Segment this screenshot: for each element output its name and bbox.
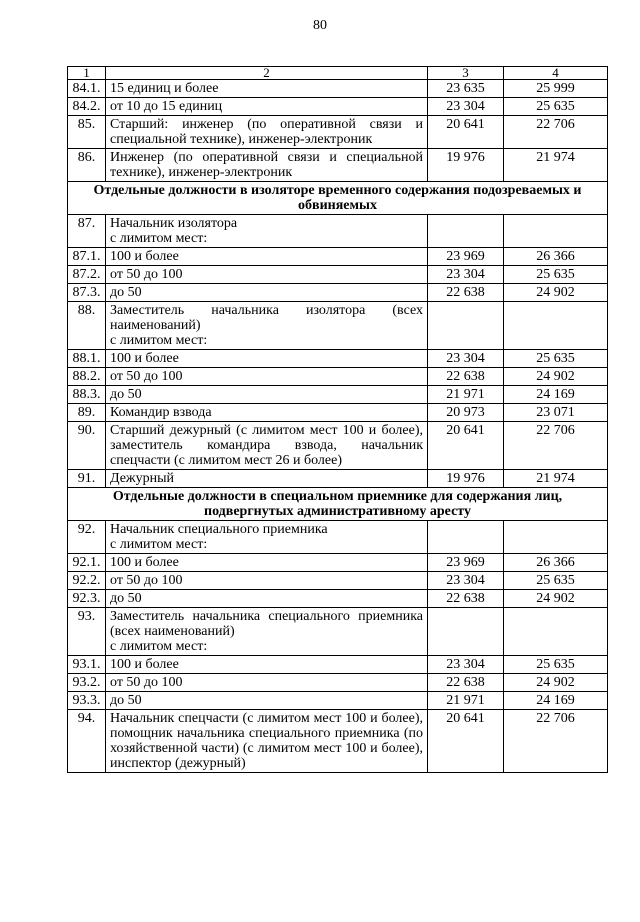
table-row xyxy=(68,284,608,302)
page-number: 80 xyxy=(313,18,327,33)
salary-value-col3: 23 635 xyxy=(428,80,504,98)
position-title-line: 15 единиц и более xyxy=(110,81,219,96)
salary-value-col4: 24 902 xyxy=(504,284,608,302)
position-title xyxy=(106,302,428,350)
salary-value-col4 xyxy=(504,608,608,656)
salary-value-col4: 25 635 xyxy=(504,98,608,116)
row-number: 93. xyxy=(68,608,106,656)
salary-value-col3: 23 304 xyxy=(428,98,504,116)
position-title-line: до 50 xyxy=(110,387,142,402)
salary-value-col3: 19 976 xyxy=(428,470,504,488)
table-row xyxy=(68,470,608,488)
salary-value-col3 xyxy=(428,302,504,350)
salary-value-col3: 23 304 xyxy=(428,572,504,590)
row-number: 88.1. xyxy=(68,350,106,368)
header-col-2: 2 xyxy=(106,67,428,80)
salary-value-col4: 22 706 xyxy=(504,422,608,470)
position-title-line: до 50 xyxy=(110,591,142,606)
row-number: 92. xyxy=(68,521,106,554)
row-number: 94. xyxy=(68,710,106,773)
header-col-1: 1 xyxy=(68,67,106,80)
position-title xyxy=(106,98,428,116)
table-row xyxy=(68,422,608,470)
position-title-line: до 50 xyxy=(110,285,142,300)
table-row xyxy=(68,215,608,248)
table-row xyxy=(68,590,608,608)
salary-value-col4 xyxy=(504,302,608,350)
table-row xyxy=(68,386,608,404)
position-title xyxy=(106,368,428,386)
salary-value-col4: 22 706 xyxy=(504,116,608,149)
salary-value-col3: 23 304 xyxy=(428,350,504,368)
salary-value-col4: 25 635 xyxy=(504,266,608,284)
position-title-line: с лимитом мест: xyxy=(110,333,208,348)
position-title xyxy=(106,656,428,674)
row-number: 88.3. xyxy=(68,386,106,404)
salary-value-col3: 22 638 xyxy=(428,590,504,608)
table-header-row xyxy=(68,67,608,80)
salary-value-col4: 26 366 xyxy=(504,248,608,266)
position-title xyxy=(106,554,428,572)
row-number: 93.1. xyxy=(68,656,106,674)
position-title-line: от 10 до 15 единиц xyxy=(110,99,223,114)
position-title xyxy=(106,608,428,656)
table-row xyxy=(68,368,608,386)
salary-value-col3: 20 641 xyxy=(428,116,504,149)
salary-value-col4: 24 902 xyxy=(504,590,608,608)
salary-value-col4: 25 635 xyxy=(504,656,608,674)
table-row xyxy=(68,656,608,674)
table-row xyxy=(68,692,608,710)
position-title xyxy=(106,710,428,773)
row-number: 87. xyxy=(68,215,106,248)
salary-value-col3: 21 971 xyxy=(428,692,504,710)
row-number: 93.2. xyxy=(68,674,106,692)
position-title-line: Заместитель начальника специального приемника (всех наименований) xyxy=(110,609,423,639)
salary-value-col3 xyxy=(428,521,504,554)
salary-value-col4: 22 706 xyxy=(504,710,608,773)
salary-value-col4: 25 999 xyxy=(504,80,608,98)
salary-value-col3: 21 971 xyxy=(428,386,504,404)
row-number: 88.2. xyxy=(68,368,106,386)
table-row xyxy=(68,554,608,572)
position-title xyxy=(106,386,428,404)
table-body xyxy=(68,67,608,773)
position-title-line: Дежурный xyxy=(110,471,174,486)
table-row xyxy=(68,521,608,554)
row-number: 85. xyxy=(68,116,106,149)
position-title-line: с лимитом мест: xyxy=(110,537,208,552)
salary-value-col4: 25 635 xyxy=(504,350,608,368)
row-number: 89. xyxy=(68,404,106,422)
table-row xyxy=(68,149,608,182)
position-title-line: Начальник специального приемника xyxy=(110,522,328,537)
table-row xyxy=(68,80,608,98)
position-title xyxy=(106,692,428,710)
table-row xyxy=(68,572,608,590)
row-number: 92.1. xyxy=(68,554,106,572)
salary-value-col4 xyxy=(504,521,608,554)
salary-value-col3: 20 973 xyxy=(428,404,504,422)
position-title xyxy=(106,674,428,692)
row-number: 86. xyxy=(68,149,106,182)
position-title-line: Начальник спецчасти (с лимитом мест 100 и более), помощник начальника специального приемника (по хозяйственной части) (с лимитом мест 100 и более), инспектор (дежурный) xyxy=(110,711,423,771)
position-title-line: 100 и более xyxy=(110,351,179,366)
header-col-4: 4 xyxy=(504,67,608,80)
position-title xyxy=(106,80,428,98)
position-title-line: с лимитом мест: xyxy=(110,231,208,246)
position-title-line: 100 и более xyxy=(110,555,179,570)
salary-value-col4: 24 169 xyxy=(504,386,608,404)
position-title-line: Начальник изолятора xyxy=(110,216,238,231)
salary-value-col3: 20 641 xyxy=(428,422,504,470)
position-title xyxy=(106,266,428,284)
table-row xyxy=(68,710,608,773)
position-title xyxy=(106,215,428,248)
header-col-3: 3 xyxy=(428,67,504,80)
row-number: 92.3. xyxy=(68,590,106,608)
table-row xyxy=(68,248,608,266)
section-heading: Отдельные должности в изоляторе временного содержания подозреваемых и обвиняемых xyxy=(68,182,608,215)
salary-value-col4: 24 169 xyxy=(504,692,608,710)
salary-value-col3: 23 304 xyxy=(428,656,504,674)
position-title xyxy=(106,470,428,488)
position-title xyxy=(106,350,428,368)
position-title xyxy=(106,590,428,608)
salary-table xyxy=(67,66,608,773)
salary-value-col4: 21 974 xyxy=(504,149,608,182)
table-row xyxy=(68,350,608,368)
position-title-line: от 50 до 100 xyxy=(110,675,183,690)
table-row xyxy=(68,98,608,116)
row-number: 84.1. xyxy=(68,80,106,98)
row-number: 88. xyxy=(68,302,106,350)
salary-value-col4: 26 366 xyxy=(504,554,608,572)
position-title xyxy=(106,422,428,470)
position-title xyxy=(106,149,428,182)
salary-value-col4: 24 902 xyxy=(504,368,608,386)
salary-value-col3: 23 969 xyxy=(428,248,504,266)
position-title-line: до 50 xyxy=(110,693,142,708)
table-row xyxy=(68,674,608,692)
position-title xyxy=(106,248,428,266)
salary-value-col4: 24 902 xyxy=(504,674,608,692)
salary-value-col4: 21 974 xyxy=(504,470,608,488)
position-title xyxy=(106,116,428,149)
position-title-line: с лимитом мест: xyxy=(110,639,208,654)
row-number: 87.3. xyxy=(68,284,106,302)
salary-value-col3 xyxy=(428,608,504,656)
row-number: 87.2. xyxy=(68,266,106,284)
row-number: 90. xyxy=(68,422,106,470)
salary-value-col3: 22 638 xyxy=(428,284,504,302)
position-title-line: Заместитель начальника изолятора (всех наименований) xyxy=(110,303,423,333)
position-title xyxy=(106,284,428,302)
table-row xyxy=(68,404,608,422)
salary-value-col3: 19 976 xyxy=(428,149,504,182)
salary-value-col3: 20 641 xyxy=(428,710,504,773)
salary-value-col3: 22 638 xyxy=(428,674,504,692)
position-title-line: 100 и более xyxy=(110,657,179,672)
row-number: 91. xyxy=(68,470,106,488)
position-title-line: от 50 до 100 xyxy=(110,573,183,588)
salary-value-col4: 25 635 xyxy=(504,572,608,590)
row-number: 87.1. xyxy=(68,248,106,266)
position-title-line: от 50 до 100 xyxy=(110,267,183,282)
position-title-line: Старший дежурный (с лимитом мест 100 и более), заместитель командира взвода, начальник спецчасти (с лимитом мест 26 и более) xyxy=(110,423,423,468)
salary-value-col4 xyxy=(504,215,608,248)
row-number: 92.2. xyxy=(68,572,106,590)
row-number: 93.3. xyxy=(68,692,106,710)
position-title-line: Инженер (по оперативной связи и специальной технике), инженер-электроник xyxy=(110,150,423,180)
section-heading-row xyxy=(68,182,608,215)
position-title-line: 100 и более xyxy=(110,249,179,264)
table-row xyxy=(68,116,608,149)
table-row xyxy=(68,302,608,350)
table-row xyxy=(68,608,608,656)
salary-value-col3: 23 304 xyxy=(428,266,504,284)
row-number: 84.2. xyxy=(68,98,106,116)
position-title-line: Старший: инженер (по оперативной связи и специальной технике), инженер-электроник xyxy=(110,117,423,147)
salary-value-col3: 22 638 xyxy=(428,368,504,386)
salary-value-col3 xyxy=(428,215,504,248)
salary-value-col3: 23 969 xyxy=(428,554,504,572)
section-heading-row xyxy=(68,488,608,521)
position-title-line: Командир взвода xyxy=(110,405,212,420)
position-title xyxy=(106,572,428,590)
section-heading: Отдельные должности в специальном приемнике для содержания лиц, подвергнутых административному аресту xyxy=(68,488,608,521)
position-title xyxy=(106,521,428,554)
position-title xyxy=(106,404,428,422)
table-row xyxy=(68,266,608,284)
position-title-line: от 50 до 100 xyxy=(110,369,183,384)
salary-value-col4: 23 071 xyxy=(504,404,608,422)
